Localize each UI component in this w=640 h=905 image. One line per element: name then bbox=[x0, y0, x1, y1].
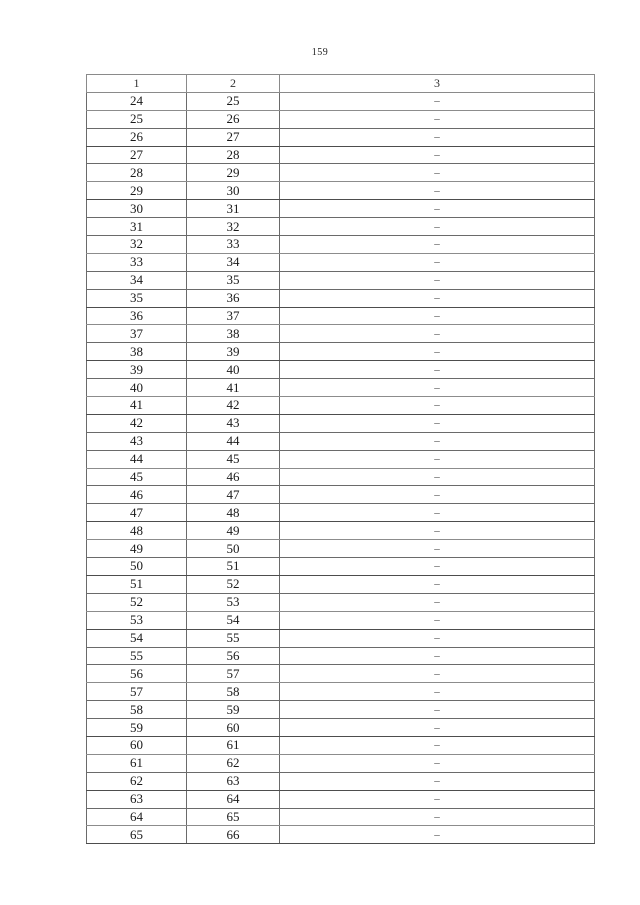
column-3-cell: – bbox=[280, 325, 595, 343]
table-row bbox=[87, 271, 595, 289]
column-3-cell: – bbox=[280, 665, 595, 683]
column-1-cell: 59 bbox=[87, 719, 187, 737]
column-2-cell: 27 bbox=[187, 128, 280, 146]
column-1-cell: 51 bbox=[87, 575, 187, 593]
column-2-cell: 38 bbox=[187, 325, 280, 343]
table-row bbox=[87, 790, 595, 808]
column-3-cell: – bbox=[280, 343, 595, 361]
table-row bbox=[87, 450, 595, 468]
table-row bbox=[87, 629, 595, 647]
table-row bbox=[87, 719, 595, 737]
column-2-cell: 54 bbox=[187, 611, 280, 629]
column-2-cell: 33 bbox=[187, 236, 280, 254]
column-2-cell: 63 bbox=[187, 772, 280, 790]
table-row bbox=[87, 772, 595, 790]
table-row bbox=[87, 665, 595, 683]
column-1-cell: 29 bbox=[87, 182, 187, 200]
table-row bbox=[87, 253, 595, 271]
table-row bbox=[87, 432, 595, 450]
table-row bbox=[87, 486, 595, 504]
table-header bbox=[87, 75, 595, 93]
column-2-cell: 43 bbox=[187, 414, 280, 432]
column-3-cell: – bbox=[280, 164, 595, 182]
column-3-cell: – bbox=[280, 683, 595, 701]
column-2-cell: 34 bbox=[187, 253, 280, 271]
column-3-cell: – bbox=[280, 128, 595, 146]
column-3-cell: – bbox=[280, 200, 595, 218]
table-row bbox=[87, 343, 595, 361]
column-1-cell: 24 bbox=[87, 92, 187, 110]
column-1-cell: 32 bbox=[87, 236, 187, 254]
column-2-cell: 51 bbox=[187, 558, 280, 576]
table-row bbox=[87, 558, 595, 576]
column-2-cell: 61 bbox=[187, 736, 280, 754]
column-3-cell: – bbox=[280, 558, 595, 576]
column-3-cell: – bbox=[280, 611, 595, 629]
column-3-cell: – bbox=[280, 397, 595, 415]
column-3-cell: – bbox=[280, 647, 595, 665]
column-3-cell: – bbox=[280, 450, 595, 468]
column-1-cell: 55 bbox=[87, 647, 187, 665]
column-3-cell: – bbox=[280, 701, 595, 719]
table-row bbox=[87, 540, 595, 558]
column-2-cell: 30 bbox=[187, 182, 280, 200]
column-header-1: 1 bbox=[87, 75, 187, 93]
column-1-cell: 33 bbox=[87, 253, 187, 271]
table-row bbox=[87, 504, 595, 522]
table-row bbox=[87, 307, 595, 325]
table-row bbox=[87, 164, 595, 182]
column-3-cell: – bbox=[280, 504, 595, 522]
column-3-cell: – bbox=[280, 736, 595, 754]
column-3-cell: – bbox=[280, 575, 595, 593]
column-2-cell: 39 bbox=[187, 343, 280, 361]
column-1-cell: 56 bbox=[87, 665, 187, 683]
column-2-cell: 40 bbox=[187, 361, 280, 379]
column-1-cell: 38 bbox=[87, 343, 187, 361]
column-1-cell: 54 bbox=[87, 629, 187, 647]
column-3-cell: – bbox=[280, 629, 595, 647]
table-row bbox=[87, 683, 595, 701]
column-3-cell: – bbox=[280, 522, 595, 540]
column-3-cell: – bbox=[280, 772, 595, 790]
table-row bbox=[87, 110, 595, 128]
table-row bbox=[87, 379, 595, 397]
table-row bbox=[87, 146, 595, 164]
column-1-cell: 52 bbox=[87, 593, 187, 611]
column-1-cell: 63 bbox=[87, 790, 187, 808]
column-1-cell: 60 bbox=[87, 736, 187, 754]
column-1-cell: 47 bbox=[87, 504, 187, 522]
column-3-cell: – bbox=[280, 432, 595, 450]
table-row bbox=[87, 647, 595, 665]
column-3-cell: – bbox=[280, 289, 595, 307]
table-row bbox=[87, 593, 595, 611]
data-table bbox=[86, 74, 595, 844]
column-3-cell: – bbox=[280, 790, 595, 808]
column-1-cell: 44 bbox=[87, 450, 187, 468]
column-3-cell: – bbox=[280, 253, 595, 271]
column-2-cell: 62 bbox=[187, 754, 280, 772]
column-2-cell: 66 bbox=[187, 826, 280, 844]
column-1-cell: 57 bbox=[87, 683, 187, 701]
column-1-cell: 40 bbox=[87, 379, 187, 397]
column-1-cell: 31 bbox=[87, 218, 187, 236]
table-row bbox=[87, 808, 595, 826]
column-2-cell: 29 bbox=[187, 164, 280, 182]
column-2-cell: 28 bbox=[187, 146, 280, 164]
column-2-cell: 50 bbox=[187, 540, 280, 558]
column-3-cell: – bbox=[280, 468, 595, 486]
column-1-cell: 35 bbox=[87, 289, 187, 307]
table-row bbox=[87, 361, 595, 379]
table-row bbox=[87, 414, 595, 432]
column-2-cell: 59 bbox=[187, 701, 280, 719]
table-row bbox=[87, 92, 595, 110]
table-row bbox=[87, 701, 595, 719]
table-row bbox=[87, 736, 595, 754]
column-3-cell: – bbox=[280, 110, 595, 128]
column-1-cell: 28 bbox=[87, 164, 187, 182]
column-2-cell: 41 bbox=[187, 379, 280, 397]
column-1-cell: 62 bbox=[87, 772, 187, 790]
column-1-cell: 39 bbox=[87, 361, 187, 379]
column-2-cell: 57 bbox=[187, 665, 280, 683]
column-1-cell: 61 bbox=[87, 754, 187, 772]
column-1-cell: 50 bbox=[87, 558, 187, 576]
column-3-cell: – bbox=[280, 218, 595, 236]
column-3-cell: – bbox=[280, 361, 595, 379]
column-1-cell: 25 bbox=[87, 110, 187, 128]
column-3-cell: – bbox=[280, 719, 595, 737]
column-1-cell: 36 bbox=[87, 307, 187, 325]
column-3-cell: – bbox=[280, 414, 595, 432]
column-1-cell: 42 bbox=[87, 414, 187, 432]
column-3-cell: – bbox=[280, 826, 595, 844]
column-1-cell: 41 bbox=[87, 397, 187, 415]
column-3-cell: – bbox=[280, 182, 595, 200]
page-number: 159 bbox=[311, 47, 329, 58]
column-2-cell: 31 bbox=[187, 200, 280, 218]
column-3-cell: – bbox=[280, 593, 595, 611]
column-2-cell: 60 bbox=[187, 719, 280, 737]
column-2-cell: 37 bbox=[187, 307, 280, 325]
column-2-cell: 58 bbox=[187, 683, 280, 701]
table-row bbox=[87, 218, 595, 236]
column-3-cell: – bbox=[280, 307, 595, 325]
table-row bbox=[87, 397, 595, 415]
column-2-cell: 36 bbox=[187, 289, 280, 307]
column-1-cell: 26 bbox=[87, 128, 187, 146]
column-1-cell: 64 bbox=[87, 808, 187, 826]
column-2-cell: 53 bbox=[187, 593, 280, 611]
header-row bbox=[87, 75, 595, 93]
table-row bbox=[87, 468, 595, 486]
column-2-cell: 56 bbox=[187, 647, 280, 665]
column-1-cell: 58 bbox=[87, 701, 187, 719]
column-header-2: 2 bbox=[187, 75, 280, 93]
column-2-cell: 49 bbox=[187, 522, 280, 540]
table-row bbox=[87, 182, 595, 200]
table-row bbox=[87, 754, 595, 772]
column-header-3: 3 bbox=[280, 75, 595, 93]
column-2-cell: 47 bbox=[187, 486, 280, 504]
table-row bbox=[87, 522, 595, 540]
column-2-cell: 42 bbox=[187, 397, 280, 415]
table-row bbox=[87, 128, 595, 146]
column-3-cell: – bbox=[280, 271, 595, 289]
table-row bbox=[87, 200, 595, 218]
table-body bbox=[87, 92, 595, 843]
column-3-cell: – bbox=[280, 379, 595, 397]
column-2-cell: 44 bbox=[187, 432, 280, 450]
column-1-cell: 65 bbox=[87, 826, 187, 844]
column-2-cell: 25 bbox=[187, 92, 280, 110]
column-1-cell: 30 bbox=[87, 200, 187, 218]
column-2-cell: 64 bbox=[187, 790, 280, 808]
column-3-cell: – bbox=[280, 754, 595, 772]
column-3-cell: – bbox=[280, 486, 595, 504]
column-2-cell: 26 bbox=[187, 110, 280, 128]
table-row bbox=[87, 236, 595, 254]
column-3-cell: – bbox=[280, 236, 595, 254]
table-row bbox=[87, 611, 595, 629]
column-1-cell: 49 bbox=[87, 540, 187, 558]
table-row bbox=[87, 289, 595, 307]
column-1-cell: 34 bbox=[87, 271, 187, 289]
column-1-cell: 27 bbox=[87, 146, 187, 164]
column-2-cell: 48 bbox=[187, 504, 280, 522]
column-3-cell: – bbox=[280, 146, 595, 164]
column-1-cell: 45 bbox=[87, 468, 187, 486]
column-1-cell: 43 bbox=[87, 432, 187, 450]
column-2-cell: 65 bbox=[187, 808, 280, 826]
column-1-cell: 37 bbox=[87, 325, 187, 343]
column-2-cell: 45 bbox=[187, 450, 280, 468]
column-3-cell: – bbox=[280, 808, 595, 826]
column-2-cell: 35 bbox=[187, 271, 280, 289]
column-1-cell: 48 bbox=[87, 522, 187, 540]
column-3-cell: – bbox=[280, 92, 595, 110]
column-1-cell: 53 bbox=[87, 611, 187, 629]
column-3-cell: – bbox=[280, 540, 595, 558]
table-row bbox=[87, 826, 595, 844]
column-2-cell: 55 bbox=[187, 629, 280, 647]
column-2-cell: 32 bbox=[187, 218, 280, 236]
column-2-cell: 46 bbox=[187, 468, 280, 486]
table-row bbox=[87, 325, 595, 343]
column-1-cell: 46 bbox=[87, 486, 187, 504]
table-row bbox=[87, 575, 595, 593]
column-2-cell: 52 bbox=[187, 575, 280, 593]
